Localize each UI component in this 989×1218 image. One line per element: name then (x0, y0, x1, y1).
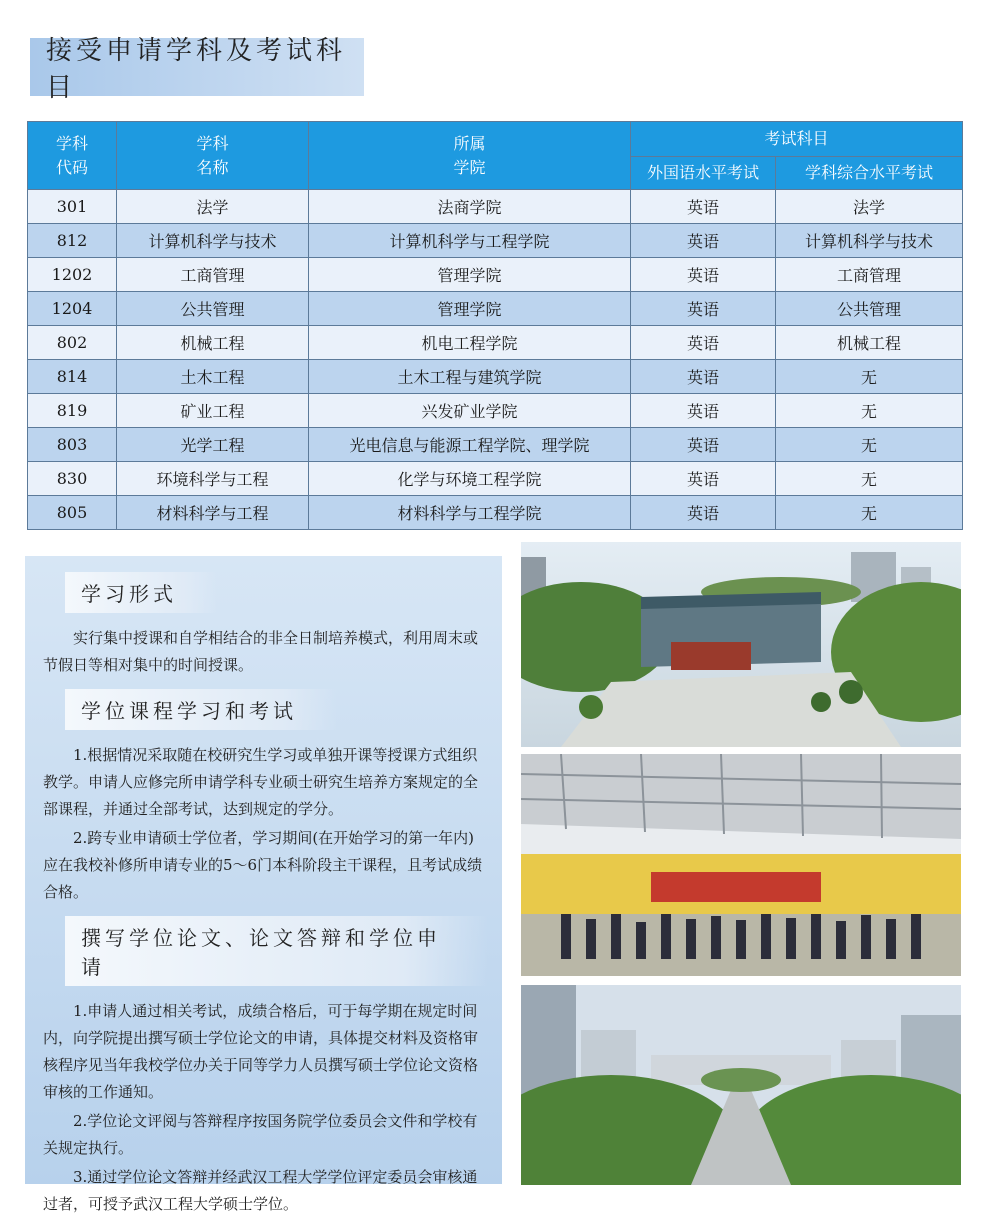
graduation-stadium-photo (521, 754, 961, 976)
cell-name: 土木工程 (117, 360, 309, 394)
subjects-table (27, 121, 963, 530)
cell-college: 管理学院 (309, 292, 631, 326)
cell-comprehensive: 无 (776, 360, 963, 394)
cell-comprehensive: 机械工程 (776, 326, 963, 360)
section-heading-courses: 学位课程学习和考试 (65, 689, 337, 730)
thesis-text-1: 1.申请人通过相关考试，成绩合格后，可于每学期在规定时间内，向学院提出撰写硕士学位论文的申请，具体提交材料及资格审核程序见当年我校学位办关于同等学力人员撰写硕士学位论文资格审核的工作通知。 (43, 1002, 479, 1101)
table-row (28, 360, 963, 394)
cell-name: 法学 (117, 190, 309, 224)
cell-code: 805 (28, 496, 117, 530)
table-row (28, 428, 963, 462)
cell-name: 公共管理 (117, 292, 309, 326)
cell-foreign: 英语 (631, 360, 776, 394)
cell-college: 化学与环境工程学院 (309, 462, 631, 496)
cell-foreign: 英语 (631, 496, 776, 530)
campus-avenue-photo (521, 985, 961, 1185)
table-row (28, 292, 963, 326)
page-title (30, 36, 364, 103)
cell-name: 环境科学与工程 (117, 462, 309, 496)
thesis-text-2: 2.学位论文评阅与答辩程序按国务院学位委员会文件和学校有关规定执行。 (43, 1112, 478, 1157)
table-row (28, 394, 963, 428)
cell-college: 材料科学与工程学院 (309, 496, 631, 530)
cell-code: 814 (28, 360, 117, 394)
cell-name: 材料科学与工程 (117, 496, 309, 530)
cell-code: 812 (28, 224, 117, 258)
header-name: 学科 名称 (117, 122, 309, 190)
cell-code: 803 (28, 428, 117, 462)
cell-code: 301 (28, 190, 117, 224)
cell-comprehensive: 无 (776, 428, 963, 462)
table-row (28, 258, 963, 292)
cell-comprehensive: 法学 (776, 190, 963, 224)
header-college: 所属 学院 (309, 122, 631, 190)
cell-name: 矿业工程 (117, 394, 309, 428)
cell-college: 法商学院 (309, 190, 631, 224)
cell-comprehensive: 工商管理 (776, 258, 963, 292)
cell-name: 工商管理 (117, 258, 309, 292)
campus-aerial-photo (521, 542, 961, 747)
cell-college: 兴发矿业学院 (309, 394, 631, 428)
cell-foreign: 英语 (631, 326, 776, 360)
page-title-text: 接受申请学科及考试科目 (46, 36, 347, 103)
cell-foreign: 英语 (631, 394, 776, 428)
cell-foreign: 英语 (631, 292, 776, 326)
table-row (28, 462, 963, 496)
cell-code: 1204 (28, 292, 117, 326)
thesis-text-3: 3.通过学位论文答辩并经武汉工程大学学位评定委员会审核通过者，可授予武汉工程大学硕士学位。 (43, 1168, 478, 1213)
study-info-panel (25, 556, 502, 1213)
cell-comprehensive: 无 (776, 462, 963, 496)
table-row (28, 326, 963, 360)
cell-college: 土木工程与建筑学院 (309, 360, 631, 394)
table-row (28, 224, 963, 258)
cell-college: 机电工程学院 (309, 326, 631, 360)
cell-name: 光学工程 (117, 428, 309, 462)
header-comprehensive: 学科综合水平考试 (776, 157, 963, 190)
cell-comprehensive: 计算机科学与技术 (776, 224, 963, 258)
cell-foreign: 英语 (631, 190, 776, 224)
courses-text-2: 2.跨专业申请硕士学位者，学习期间(在开始学习的第一年内)应在我校补修所申请专业的5～6门本科阶段主干课程，且考试成绩合格。 (43, 829, 483, 901)
cell-college: 管理学院 (309, 258, 631, 292)
cell-comprehensive: 公共管理 (776, 292, 963, 326)
cell-name: 机械工程 (117, 326, 309, 360)
cell-comprehensive: 无 (776, 496, 963, 530)
cell-foreign: 英语 (631, 258, 776, 292)
cell-code: 819 (28, 394, 117, 428)
cell-name: 计算机科学与技术 (117, 224, 309, 258)
section-heading-thesis: 撰写学位论文、论文答辩和学位申请 (65, 916, 488, 986)
header-foreign: 外国语水平考试 (631, 157, 776, 190)
courses-text-1: 1.根据情况采取随在校研究生学习或单独开课等授课方式组织教学。申请人应修完所申请学科专业硕士研究生培养方案规定的全部课程，并通过全部考试，达到规定的学分。 (43, 746, 479, 818)
cell-foreign: 英语 (631, 428, 776, 462)
cell-college: 光电信息与能源工程学院、理学院 (309, 428, 631, 462)
header-code: 学科 代码 (28, 122, 117, 190)
cell-comprehensive: 无 (776, 394, 963, 428)
cell-foreign: 英语 (631, 462, 776, 496)
cell-college: 计算机科学与工程学院 (309, 224, 631, 258)
table-row (28, 496, 963, 530)
cell-code: 830 (28, 462, 117, 496)
section-heading-study-form: 学习形式 (65, 572, 217, 613)
cell-code: 802 (28, 326, 117, 360)
header-exam-group: 考试科目 (631, 122, 963, 157)
cell-code: 1202 (28, 258, 117, 292)
cell-foreign: 英语 (631, 224, 776, 258)
table-row (28, 190, 963, 224)
study-form-text: 实行集中授课和自学相结合的非全日制培养模式，利用周末或节假日等相对集中的时间授课。 (43, 629, 479, 674)
